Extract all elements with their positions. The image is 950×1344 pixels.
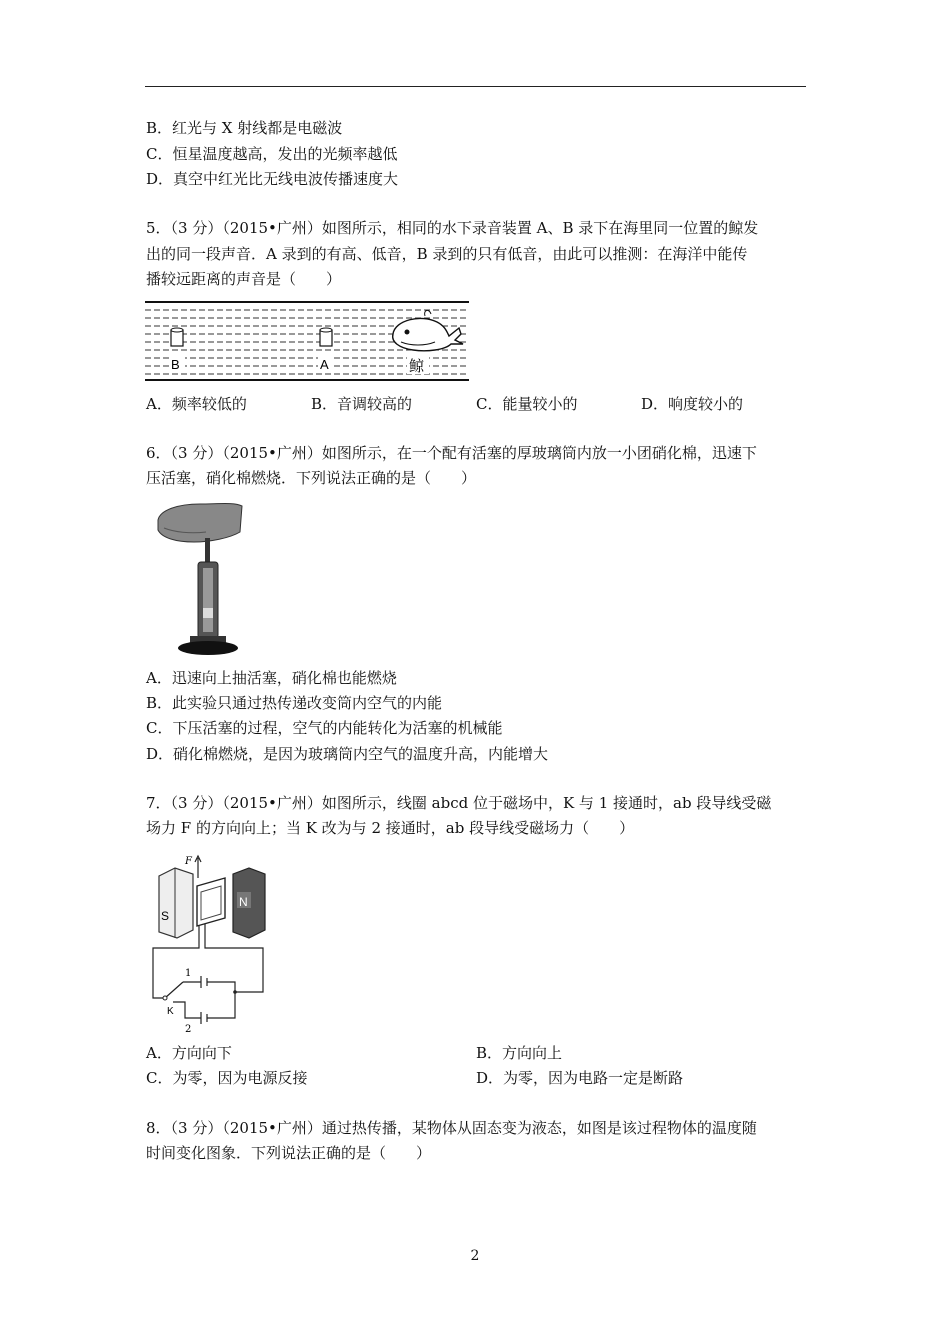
q7-option-b: B．方向向上: [476, 1044, 563, 1062]
q6-option-c: C．下压活塞的过程，空气的内能转化为活塞的机械能: [146, 719, 503, 737]
label-whale: 鲸: [409, 357, 425, 375]
q4-option-c: C．恒星温度越高，发出的光频率越低: [146, 145, 398, 163]
q8-stem-line-2: 时间变化图象．下列说法正确的是（ ）: [146, 1144, 432, 1162]
q8-stem-line-1: 8．（3 分）（2015•广州）通过热传播，某物体从固态变为液态，如图是该过程物体的温度随: [146, 1119, 757, 1137]
label-k: K: [167, 1006, 174, 1017]
q6-stem-line-1: 6．（3 分）（2015•广州）如图所示，在一个配有活塞的厚玻璃筒内放一小团硝化棉，迅速下: [146, 444, 757, 462]
label-f: F: [185, 856, 192, 867]
label-s: S: [161, 909, 170, 923]
q7-stem-line-2: 场力 F 的方向向上；当 K 改为与 2 接通时，ab 段导线受磁场力（ ）: [146, 819, 635, 837]
label-b: B: [171, 357, 180, 372]
q7-stem-line-1: 7．（3 分）（2015•广州）如图所示，线圈 abcd 位于磁场中，K 与 1 接通时，ab 段导线受磁: [146, 794, 772, 812]
label-n: N: [239, 895, 248, 909]
q7-option-d: D．为零，因为电路一定是断路: [476, 1069, 684, 1087]
q5-option-a: A．频率较低的: [146, 395, 247, 413]
q5-ocean-figure: [145, 300, 471, 382]
q4-option-d: D．真空中红光比无线电波传播速度大: [146, 170, 399, 188]
q5-stem-line-2: 出的同一段声音．A 录到的有高、低音，B 录到的只有低音，由此可以推测：在海洋中能传: [146, 245, 748, 263]
q5-option-c: C．能量较小的: [476, 395, 578, 413]
q5-stem-line-1: 5．（3 分）（2015•广州）如图所示，相同的水下录音装置 A、B 录下在海里同一位置的鲸发: [146, 219, 759, 237]
page-number: 2: [470, 1248, 480, 1264]
q6-option-a: A．迅速向上抽活塞，硝化棉也能燃烧: [146, 669, 397, 687]
q4-option-b: B．红光与 X 射线都是电磁波: [146, 119, 343, 137]
label-2: 2: [185, 1024, 192, 1032]
q7-coil-figure: [145, 852, 270, 1032]
q7-option-a: A．方向向下: [146, 1044, 232, 1062]
header-rule: [145, 86, 806, 87]
q5-option-d: D．响度较小的: [641, 395, 744, 413]
q6-stem-line-2: 压活塞，硝化棉燃烧．下列说法正确的是（ ）: [146, 469, 477, 487]
q6-piston-figure: [150, 498, 250, 660]
q6-option-d: D．硝化棉燃烧，是因为玻璃筒内空气的温度升高，内能增大: [146, 745, 549, 763]
q7-option-c: C．为零，因为电源反接: [146, 1069, 308, 1087]
q6-option-b: B．此实验只通过热传递改变筒内空气的内能: [146, 694, 443, 712]
label-a: A: [320, 357, 329, 372]
q5-stem-line-3: 播较远距离的声音是（ ）: [146, 270, 342, 288]
q5-option-b: B．音调较高的: [311, 395, 413, 413]
whale-icon: [393, 310, 463, 374]
label-1: 1: [185, 968, 192, 979]
